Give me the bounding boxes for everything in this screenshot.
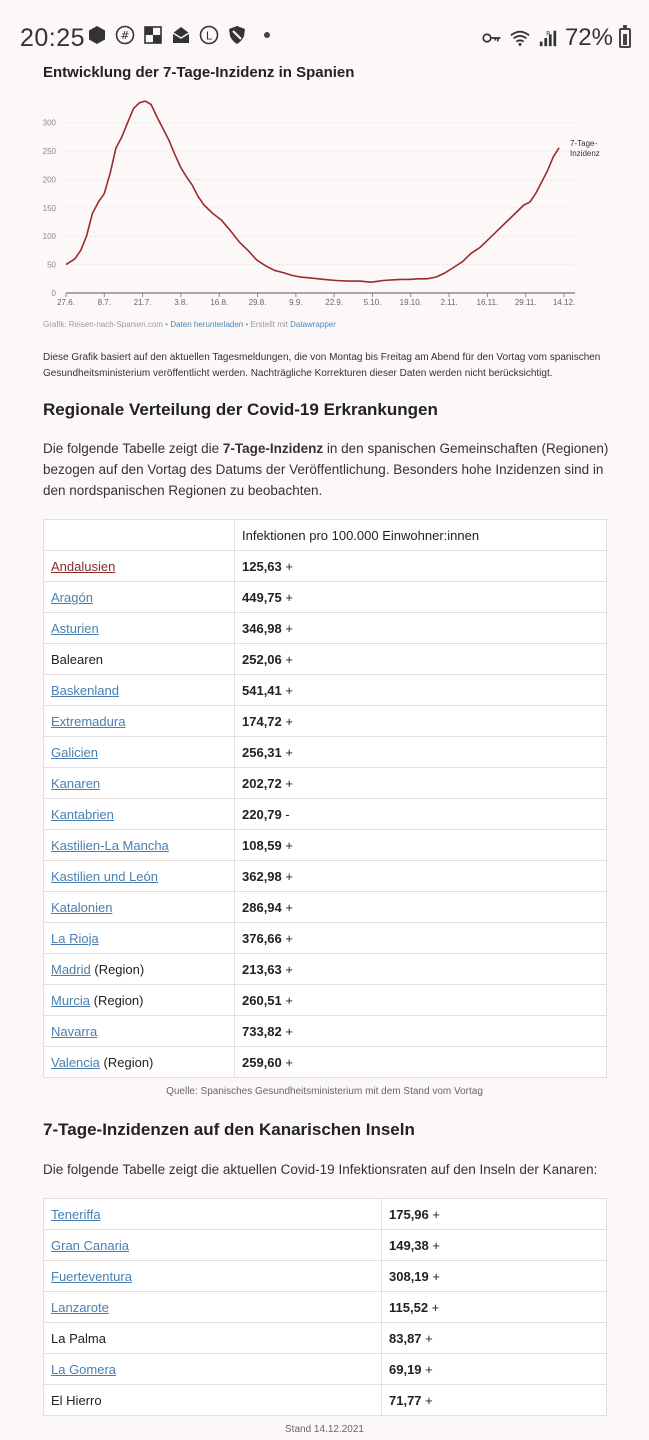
incidence-value: 346,98 [242,620,282,636]
region-name-link[interactable]: Extremadura [51,713,126,729]
incidence-value-cell [235,644,607,675]
region-name-cell [44,954,235,985]
table-row [44,1199,607,1230]
trend-indicator: + [432,1206,440,1222]
region-name-cell [44,1385,382,1416]
datawrapper-link[interactable]: Datawrapper [290,320,336,329]
chart-title: Entwicklung der 7-Tage-Inzidenz in Spanien [43,64,355,81]
table-header-row [44,520,607,551]
region-name-link[interactable]: Andalusien [51,558,116,574]
incidence-line-chart [30,100,620,315]
incidence-value-cell [382,1385,607,1416]
incidence-value: 733,82 [242,1023,282,1039]
incidence-value-cell [235,582,607,613]
region-name-cell [44,1199,382,1230]
region-name-cell [44,861,235,892]
region-name-cell [44,1261,382,1292]
region-name-link[interactable]: Baskenland [51,682,119,698]
region-name-link: La Palma [51,1330,106,1346]
regional-paragraph-bold: 7-Tage-Inzidenz [222,441,324,456]
svg-text:#: # [120,29,130,42]
canary-paragraph: Die folgende Tabelle zeigt die aktuellen Covid-19 Infektionsraten auf den Inseln der Kanaren: [43,1162,598,1177]
chart-note: Diese Grafik basiert auf den aktuellen Tagesmeldungen, die von Montag bis Freitag am Abend für den Vortag vom spanischen Gesundheitsministerium veröffentlicht werden. Nachträgliche Korrekturen dieser Daten werden nicht berücksichtigt. [43,352,601,379]
trend-indicator: + [285,961,293,977]
region-name-link[interactable]: La Gomera [51,1361,117,1377]
incidence-value: 213,63 [242,961,282,977]
more-notifications-dot-icon [264,32,270,38]
regional-paragraph-post: in den spanischen Gemeinschaften (Regionen) bezogen auf den Vortag des Datums der Veröffentlichung. Besonders hohe Inzidenzen sind in den nordspanischen Regionen zu beobachten. [43,441,609,498]
y-tick-label: 250 [42,147,56,157]
trend-indicator: + [425,1361,433,1377]
notification-icons [86,24,270,46]
region-name-link[interactable]: Asturien [51,620,99,636]
incidence-value: 149,38 [389,1237,429,1253]
region-name-suffix: (Region) [90,992,144,1008]
x-tick-label: 16.11. [476,298,499,307]
canary-incidence-table [43,1198,607,1416]
x-tick-label: 19.10. [399,298,422,307]
hashtag-circle-icon [114,24,136,46]
region-name-link[interactable]: Kantabrien [51,806,114,822]
table-row [44,861,607,892]
x-tick-label: 29.8. [248,298,267,307]
incidence-value: 541,41 [242,682,282,698]
trend-indicator: + [285,899,293,915]
x-tick-label: 3.8. [174,298,188,307]
region-name-link[interactable]: Teneriffa [51,1206,101,1222]
hexagon-app-icon [86,24,108,46]
status-bar [0,0,649,56]
trend-indicator: + [285,558,293,574]
y-tick-label: 150 [42,203,56,213]
incidence-value-cell [235,830,607,861]
y-tick-label: 200 [42,175,56,185]
incidence-value-cell [235,737,607,768]
region-name-link[interactable]: Katalonien [51,899,113,915]
trend-indicator: + [285,868,293,884]
incidence-value: 69,19 [389,1361,422,1377]
table-row [44,551,607,582]
regional-incidence-table [43,519,607,1078]
table-row [44,1323,607,1354]
incidence-value: 376,66 [242,930,282,946]
battery-percentage: 72% [564,24,613,51]
x-tick-label: 27.6. [57,298,75,307]
table-row [44,768,607,799]
incidence-value-cell [235,923,607,954]
trend-indicator: + [431,1299,440,1315]
shield-icon [226,24,248,46]
canary-table-caption: Stand 14.12.2021 [285,1424,364,1435]
x-tick-label: 16.8. [210,298,229,307]
trend-indicator: + [285,620,293,636]
region-name-cell [44,613,235,644]
incidence-value: 202,72 [242,775,282,791]
region-name-cell [44,1047,235,1078]
region-name-cell [44,706,235,737]
x-tick-label: 21.7. [133,298,152,307]
table-row [44,985,607,1016]
x-tick-label: 29.11. [514,298,537,307]
trend-indicator: + [285,992,293,1008]
incidence-value: 308,19 [389,1268,429,1284]
region-name-cell [44,1292,382,1323]
table-row [44,613,607,644]
y-tick-label: 50 [47,260,56,270]
trend-indicator: + [285,744,293,760]
trend-indicator: + [285,1054,293,1070]
incidence-value-cell [382,1261,607,1292]
chart-credit [43,320,336,329]
table-row [44,830,607,861]
incidence-value: 252,06 [242,651,282,667]
regional-table-caption: Quelle: Spanisches Gesundheitsministerium mit dem Stand vom Vortag [166,1086,483,1097]
incidence-value-cell [382,1292,607,1323]
checker-flag-icon [142,24,164,46]
incidence-value-cell [235,706,607,737]
region-name-link[interactable]: Navarra [51,1023,98,1039]
trend-indicator: + [285,837,293,853]
trend-indicator: + [425,1330,433,1346]
table-row [44,1016,607,1047]
table-header-infections: Infektionen pro 100.000 Einwohner:innen [235,520,607,551]
incidence-value-cell [235,985,607,1016]
trend-indicator: + [285,1023,293,1039]
table-row [44,1385,607,1416]
incidence-value: 286,94 [242,899,282,915]
regional-paragraph [43,438,613,501]
series-line-label: Inzidenz [570,149,600,158]
y-tick-label: 100 [42,232,56,242]
incidence-value-cell [235,551,607,582]
region-name-cell [44,582,235,613]
table-row [44,1261,607,1292]
svg-text:R: R [546,30,551,38]
trend-indicator: + [285,713,293,729]
table-row [44,1292,607,1323]
region-name-cell [44,1230,382,1261]
table-row [44,675,607,706]
x-tick-label: 8.7. [97,298,111,307]
incidence-value: 71,77 [389,1392,422,1408]
incidence-value: 256,31 [242,744,282,760]
trend-indicator: - [285,806,290,822]
region-name-cell [44,799,235,830]
table-row [44,706,607,737]
incidence-value: 220,79 [242,806,282,822]
table-row [44,923,607,954]
table-row [44,1047,607,1078]
region-name-link: Balearen [51,651,104,667]
incidence-value-cell [382,1354,607,1385]
region-name-link[interactable]: Fuerteventura [51,1268,132,1284]
regional-heading: Regionale Verteilung der Covid-19 Erkrankungen [43,400,438,419]
trend-indicator: + [432,1268,440,1284]
region-name-cell [44,737,235,768]
trend-indicator: + [285,682,293,698]
incidence-value: 449,75 [242,589,282,605]
region-name-cell [44,1354,382,1385]
region-name-cell [44,830,235,861]
trend-indicator: + [285,930,293,946]
key-icon [481,27,503,49]
series-line-label: 7-Tage- [570,139,598,148]
incidence-value: 83,87 [389,1330,422,1346]
region-name-cell [44,923,235,954]
incidence-value-cell [382,1230,607,1261]
incidence-value: 362,98 [242,868,282,884]
trend-indicator: + [285,651,293,667]
region-name-cell [44,644,235,675]
region-name-cell [44,551,235,582]
incidence-value-cell [235,799,607,830]
region-name-cell [44,985,235,1016]
y-tick-label: 0 [51,289,56,298]
incidence-value-cell [235,675,607,706]
incidence-value: 175,96 [389,1206,429,1222]
x-tick-label: 22.9. [325,298,344,307]
table-row [44,582,607,613]
region-name-link[interactable]: Gran Canaria [51,1237,130,1253]
trend-indicator: + [285,775,293,791]
region-name-link: El Hierro [51,1392,102,1408]
region-name-cell [44,892,235,923]
incidence-value-cell [235,768,607,799]
trend-indicator: + [285,589,293,605]
region-name-link[interactable]: Lanzarote [51,1299,109,1315]
status-time: 20:25 [20,24,86,52]
table-row [44,644,607,675]
signal-roaming-icon [537,27,559,49]
svg-text:L: L [205,29,213,43]
table-row [44,892,607,923]
table-row [44,954,607,985]
chart-credit-prefix: Grafik: Reisen-nach-Spanien.com • [43,320,169,329]
y-tick-label: 300 [42,118,56,128]
canary-heading: 7-Tage-Inzidenzen auf den Kanarischen Inseln [43,1120,415,1139]
incidence-value-cell [235,613,607,644]
region-name-link[interactable]: Madrid [51,961,91,977]
x-tick-label: 5.10. [363,298,382,307]
download-data-link[interactable]: Daten herunterladen [170,320,244,329]
letter-l-circle-icon [198,24,220,46]
x-tick-label: 9.9. [289,298,303,307]
x-tick-label: 14.12. [552,298,576,307]
region-name-suffix: (Region) [99,1054,154,1070]
x-tick-label: 2.11. [440,298,458,307]
region-name-suffix: (Region) [90,961,145,977]
table-header-empty [44,520,235,551]
table-row [44,737,607,768]
incidence-value: 259,60 [242,1054,282,1070]
incidence-value-cell [382,1323,607,1354]
region-name-link[interactable]: Galicien [51,744,98,760]
region-name-cell [44,675,235,706]
incidence-value: 108,59 [242,837,282,853]
system-icons [481,24,631,52]
incidence-value: 174,72 [242,713,282,729]
regional-paragraph-pre: Die folgende Tabelle zeigt die [43,441,223,456]
region-name-cell [44,1016,235,1047]
region-name-link[interactable]: Kastilien-La Mancha [51,837,169,853]
wifi-icon [509,27,531,49]
region-name-link[interactable]: La Rioja [51,930,99,946]
trend-indicator: + [432,1237,440,1253]
mail-open-icon [170,24,192,46]
incidence-series-line [66,101,559,282]
region-name-link[interactable]: Kanaren [51,775,101,791]
region-name-link[interactable]: Kastilien und León [51,868,158,884]
incidence-value-cell [235,954,607,985]
incidence-value: 260,51 [242,992,282,1008]
incidence-value-cell [235,892,607,923]
incidence-value: 115,52 [389,1299,429,1315]
region-name-cell [44,1323,382,1354]
battery-icon [619,28,631,48]
incidence-value: 125,63 [242,558,282,574]
region-name-link[interactable]: Aragón [51,589,93,605]
region-name-link[interactable]: Murcia [51,992,91,1008]
incidence-value-cell [235,1047,607,1078]
incidence-value-cell [235,861,607,892]
trend-indicator: + [425,1392,433,1408]
incidence-value-cell [382,1199,607,1230]
table-row [44,799,607,830]
chart-credit-mid: • Erstellt mit [245,320,288,329]
table-row [44,1354,607,1385]
region-name-link[interactable]: Valencia [51,1054,100,1070]
table-row [44,1230,607,1261]
region-name-cell [44,768,235,799]
incidence-value-cell [235,1016,607,1047]
